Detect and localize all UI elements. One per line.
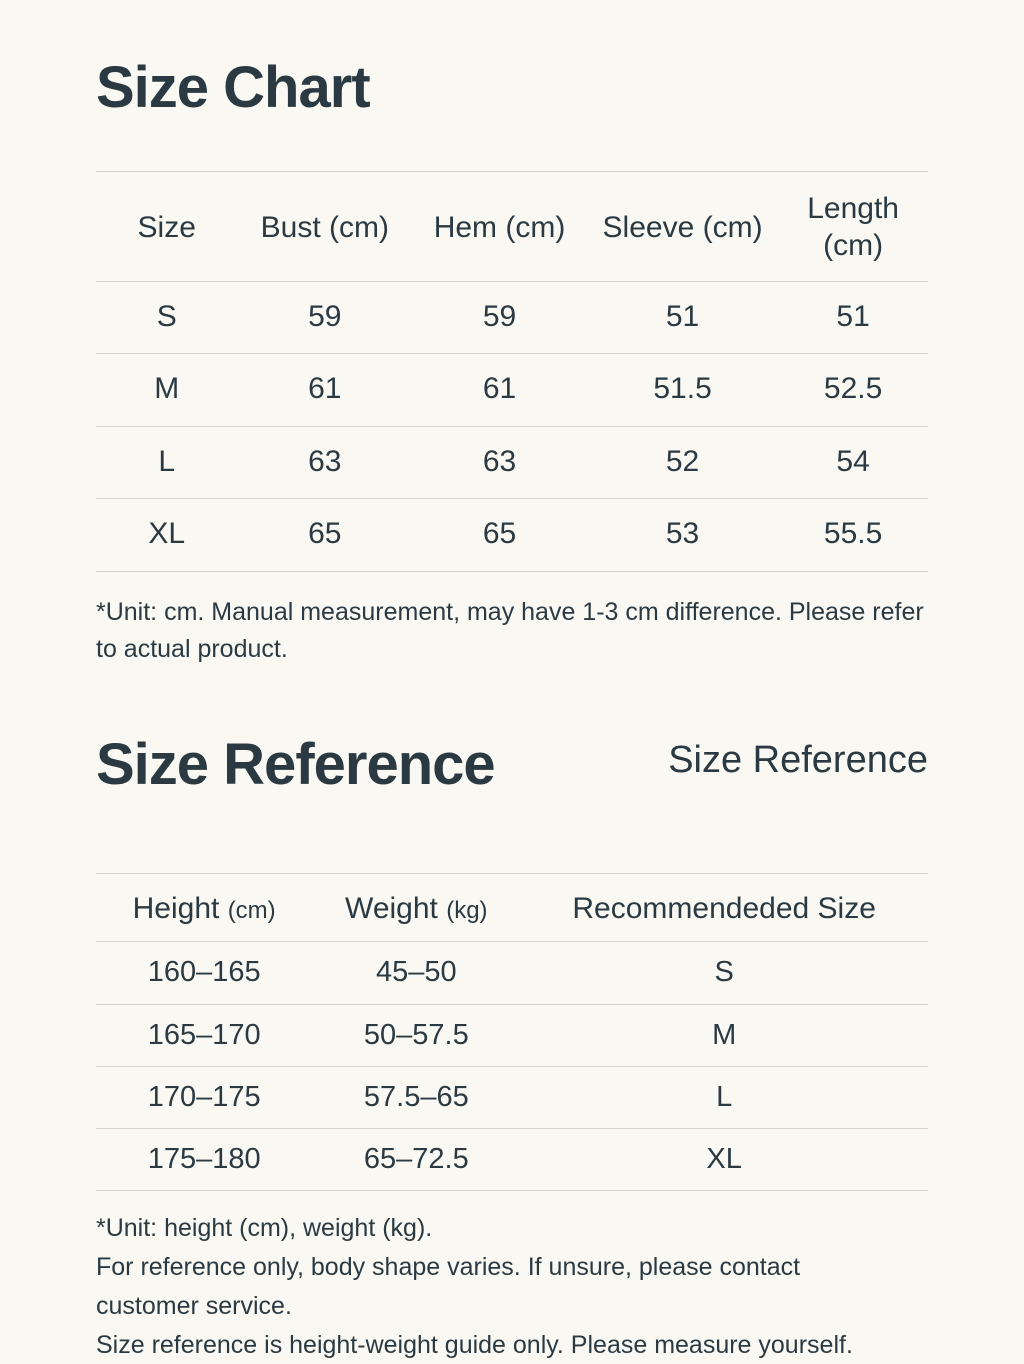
cell-sleeve: 52	[587, 426, 778, 499]
size-chart-table	[96, 171, 928, 572]
cell-weight: 65–72.5	[312, 1129, 520, 1191]
cell-recommended-size: M	[520, 1004, 928, 1066]
cell-recommended-size: S	[520, 942, 928, 1004]
size-reference-note-line-4: Size reference is height-weight guide only. Please measure yourself.	[96, 1330, 853, 1359]
cell-length: 54	[778, 426, 928, 499]
size-reference-note	[96, 1209, 928, 1359]
cell-height: 175–180	[96, 1129, 312, 1191]
page-title: Size Chart	[96, 55, 370, 120]
cell-height: 160–165	[96, 942, 312, 1004]
table-row	[96, 426, 928, 499]
column-header-height-unit: (cm)	[227, 896, 276, 924]
size-reference-title: Size Reference	[96, 731, 495, 797]
cell-length: 52.5	[778, 354, 928, 427]
table-header-row	[96, 171, 928, 281]
table-row	[96, 942, 928, 1004]
size-reference-table	[96, 873, 928, 1192]
column-header-recommended-size: Recommendeded Size	[520, 873, 928, 942]
cell-sleeve: 51.5	[587, 354, 778, 427]
size-chart-note: *Unit: cm. Manual measurement, may have 1-3 cm difference. Please refer to actual product.	[96, 597, 924, 664]
size-reference-overlay-title: Size Reference	[668, 738, 928, 781]
cell-bust: 61	[237, 354, 412, 427]
table-header-row	[96, 873, 928, 942]
cell-hem: 61	[412, 354, 587, 427]
table-row	[96, 1066, 928, 1128]
column-header-size: Size	[96, 171, 237, 281]
column-header-weight	[312, 873, 520, 942]
column-header-length: Length (cm)	[778, 171, 928, 281]
column-header-height	[96, 873, 312, 942]
size-reference-note-line-1: *Unit: height (cm), weight (kg).	[96, 1214, 433, 1243]
cell-weight: 45–50	[312, 942, 520, 1004]
size-chart-table-body	[96, 281, 928, 571]
cell-recommended-size: L	[520, 1066, 928, 1128]
column-header-sleeve: Sleeve (cm)	[587, 171, 778, 281]
cell-bust: 65	[237, 499, 412, 572]
cell-weight: 57.5–65	[312, 1066, 520, 1128]
column-header-weight-label: Weight	[345, 891, 438, 925]
column-header-hem: Hem (cm)	[412, 171, 587, 281]
size-reference-table-body	[96, 942, 928, 1191]
cell-height: 165–170	[96, 1004, 312, 1066]
cell-hem: 63	[412, 426, 587, 499]
table-row	[96, 1004, 928, 1066]
column-header-height-label: Height	[132, 891, 220, 925]
size-chart-section	[96, 0, 928, 669]
cell-hem: 65	[412, 499, 587, 572]
cell-sleeve: 53	[587, 499, 778, 572]
cell-size: M	[96, 354, 237, 427]
cell-sleeve: 51	[587, 281, 778, 354]
cell-bust: 63	[237, 426, 412, 499]
cell-weight: 50–57.5	[312, 1004, 520, 1066]
table-row	[96, 281, 928, 354]
cell-size: L	[96, 426, 237, 499]
column-header-weight-unit: (kg)	[446, 896, 488, 924]
size-reference-note-line-3: customer service.	[96, 1291, 292, 1320]
size-chart-table-head	[96, 171, 928, 281]
table-row	[96, 499, 928, 572]
cell-height: 170–175	[96, 1066, 312, 1128]
cell-recommended-size: XL	[520, 1129, 928, 1191]
cell-size: S	[96, 281, 237, 354]
size-reference-note-line-2: For reference only, body shape varies. If unsure, please contact	[96, 1253, 801, 1282]
cell-bust: 59	[237, 281, 412, 354]
table-row	[96, 1129, 928, 1191]
cell-length: 55.5	[778, 499, 928, 572]
cell-hem: 59	[412, 281, 587, 354]
cell-length: 51	[778, 281, 928, 354]
table-row	[96, 354, 928, 427]
cell-size: XL	[96, 499, 237, 572]
column-header-bust: Bust (cm)	[237, 171, 412, 281]
size-reference-header	[96, 731, 928, 851]
size-reference-table-head	[96, 873, 928, 942]
